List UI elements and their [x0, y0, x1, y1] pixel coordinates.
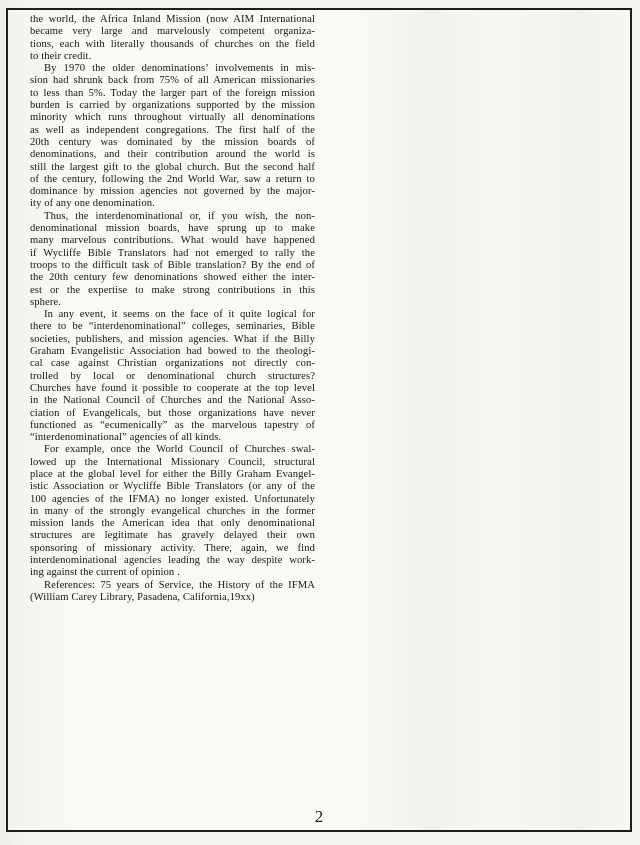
text-line: sponsoring of missionary activity. There, again, we find [30, 542, 315, 554]
text-line: ciation of Evangelicals, but those organizations have never [30, 407, 315, 419]
text-line: Thus, the interdenominational or, if you wish, the non- [44, 210, 315, 222]
text-line: in many of the strongly evangelical churches in the former [30, 505, 315, 517]
text-line: For example, once the World Council of Churches swal- [44, 444, 315, 456]
text-line: structures are legitimate has gravely delayed their own [30, 530, 315, 542]
text-line: lowed up the International Missionary Council, structural [30, 456, 315, 468]
text-line: to less than 5%. Today the larger part of the foreign mission [30, 87, 315, 99]
text-line: denominational mission boards, have sprung up to make [30, 223, 315, 235]
page-number: 2 [314, 807, 324, 826]
text-line: In any event, it seems on the face of it quite logical for [44, 309, 315, 321]
text-line: Graham Evangelistic Association had bowed to the theologi- [30, 346, 315, 358]
page-border-frame [6, 8, 632, 832]
text-line: ing against the current of opinion . [30, 567, 180, 579]
text-line: Churches have found it possible to cooperate at the top level [30, 382, 315, 394]
text-line: place at the global level for either the Billy Graham Evangel- [30, 468, 315, 480]
text-line: “interdenominational” agencies of all kinds. [30, 432, 222, 444]
text-line: the world, the Africa Inland Mission (now AIM International [30, 14, 315, 25]
text-line: interdenominational agencies leading the way despite work- [30, 555, 315, 567]
text-line: there to be “interdenominational” colleges, seminaries, Bible [30, 321, 315, 333]
text-line: denominations, and their contribution around the world is [30, 149, 315, 161]
text-line: 20th century was dominated by the mission boards of [30, 136, 315, 148]
text-line: sphere. [30, 296, 61, 308]
text-line: tions, each with literally thousands of churches on the field [30, 38, 315, 50]
text-line: societies, publishers, and mission agencies. What if the Billy [30, 333, 315, 345]
text-line: 100 agencies of the IFMA) no longer existed. Unfortunately [30, 493, 315, 505]
text-line: minority which runs throughout virtually all denominations [30, 112, 315, 124]
text-line: est or the expertise to make strong contributions in this [30, 284, 315, 296]
text-line: burden is carried by organizations supported by the mission [30, 100, 315, 112]
paragraph [30, 63, 315, 211]
text-line: ity of any one denomination. [30, 198, 155, 210]
paragraph [30, 444, 315, 579]
text-line: if Wycliffe Bible Translators had not emerged to rally the [30, 247, 315, 259]
paragraph [30, 14, 315, 63]
text-line: the 20th century few denominations showed either the inter- [30, 272, 315, 284]
paragraph [30, 309, 315, 444]
text-line: to their credit. [30, 50, 92, 62]
text-line: in the National Council of Churches and the National Asso- [30, 395, 315, 407]
text-line: dominance by mission agencies not governed by the major- [30, 186, 315, 198]
text-line: By 1970 the older denominations’ involvements in mis- [44, 63, 315, 75]
body-text-column [30, 14, 315, 604]
text-line: trolled by local or denominational church structures? [30, 370, 315, 382]
text-line: mission lands the American idea that only denominational [30, 518, 315, 530]
text-line: of the century, following the 2nd World War, saw a return to [30, 173, 315, 185]
text-line: functioned as “ecumenically” as the marvelous tapestry of [30, 419, 315, 431]
paragraph [30, 211, 315, 309]
text-line: troops to the difficult task of Bible translation? By the end of [30, 259, 315, 271]
text-line: cal case against Christian organizations not directly con- [30, 358, 315, 370]
text-line: still the largest gift to the global church. But the second half [30, 161, 315, 173]
text-line: many marvelous contributions. What would have happened [30, 235, 315, 247]
paragraph [30, 580, 315, 605]
text-line: as well as independent congregations. The first half of the [30, 124, 315, 136]
text-line: sion had shrunk back from 75% of all American missionaries [30, 75, 315, 87]
text-line: References: 75 years of Service, the History of the IFMA [44, 579, 315, 591]
text-line: became very large and marvelously competent organiza- [30, 26, 315, 38]
text-line: (William Carey Library, Pasadena, California,19xx) [30, 591, 255, 603]
text-line: istic Association or Wycliffe Bible Translators (or any of the [30, 481, 315, 493]
